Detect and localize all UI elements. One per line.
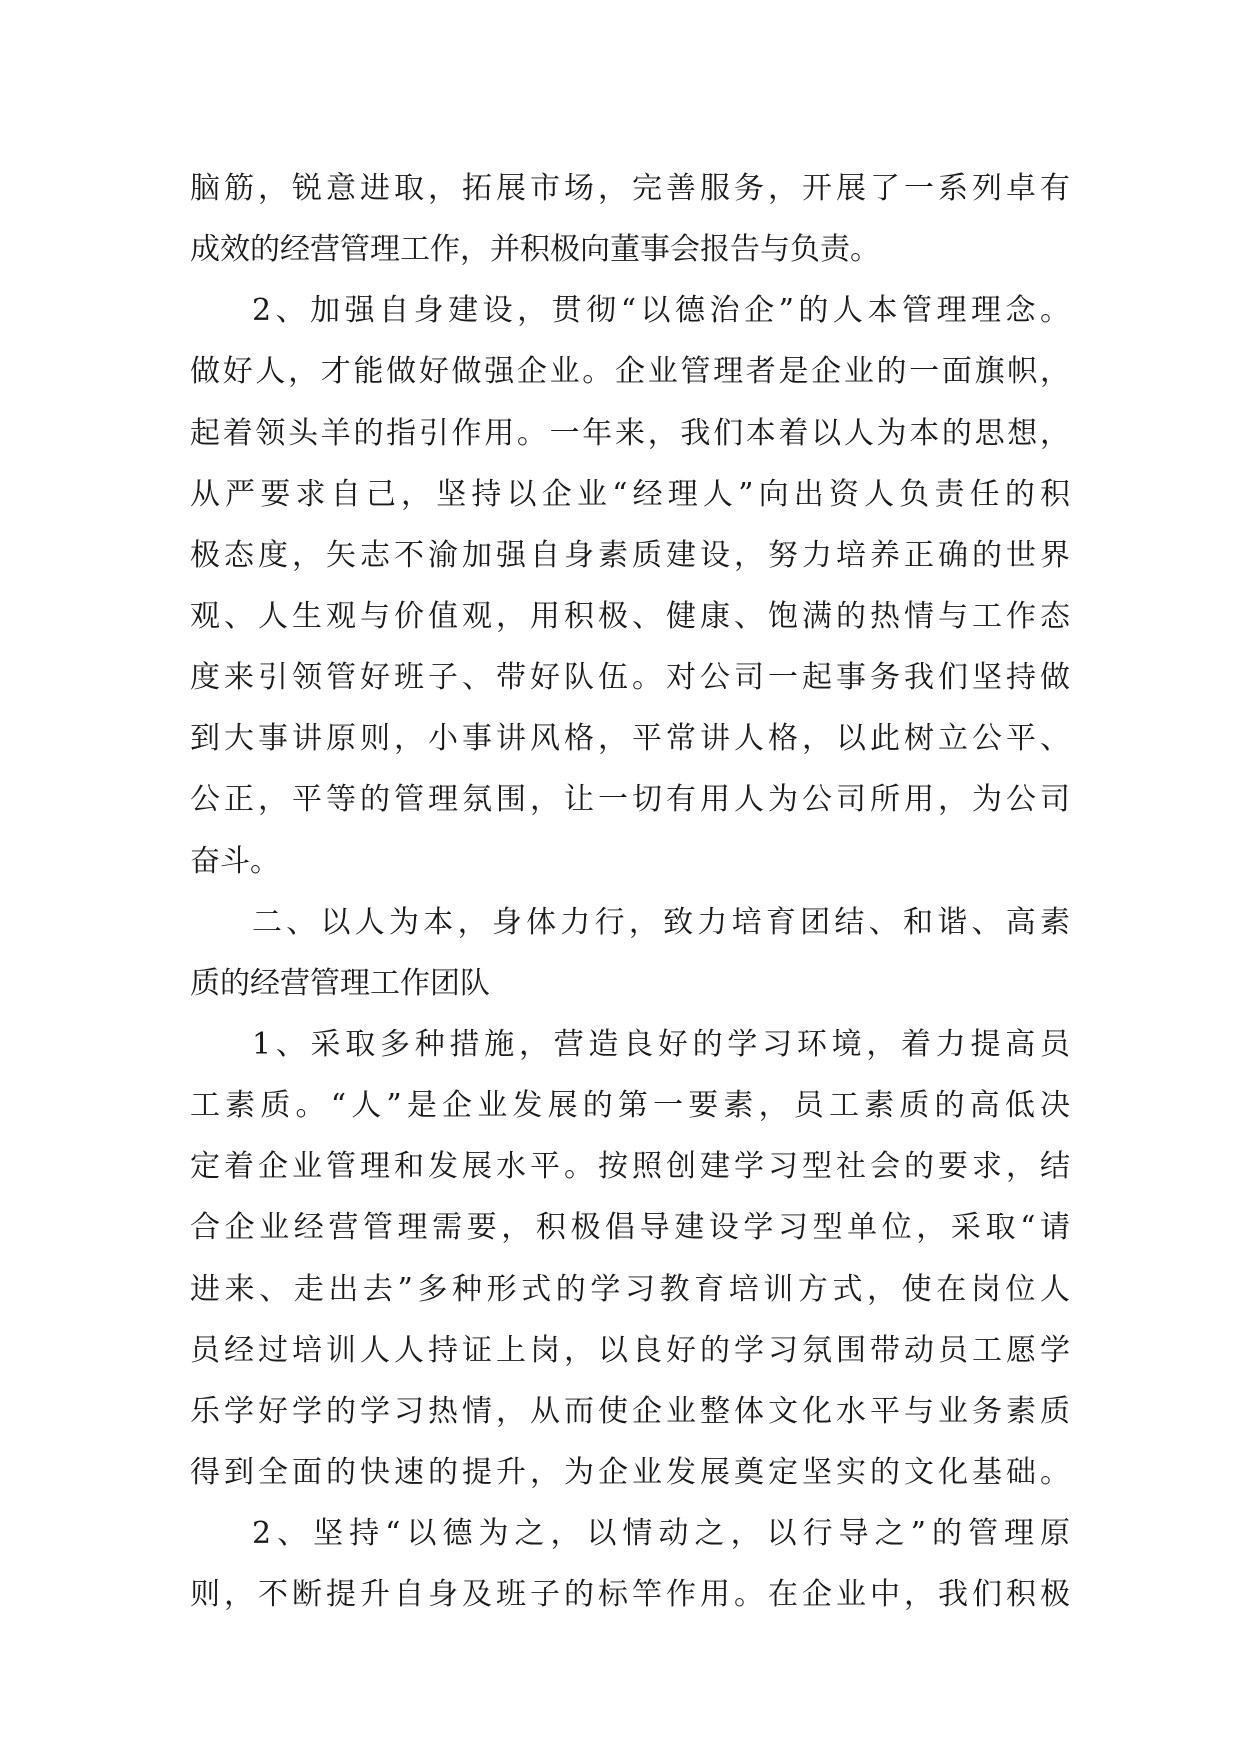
text-line: 合企业经营管理需要，积极倡导建设学习型单位，采取“请	[190, 1210, 1070, 1246]
text-line: 则，不断提升自身及班子的标竿作用。在企业中，我们积极	[190, 1577, 1070, 1613]
text-line: 起着领头羊的指引作用。一年来，我们本着以人为本的思想，	[190, 415, 1070, 451]
text-line: 到大事讲原则，小事讲风格，平常讲人格，以此树立公平、	[190, 721, 1070, 757]
text-line: 奋斗。	[190, 843, 280, 879]
document-body	[190, 158, 1070, 1625]
text-line: 从严要求自己，坚持以企业“经理人”向出资人负责任的积	[190, 476, 1070, 512]
text-line: 员经过培训人人持证上岗，以良好的学习氛围带动员工愿学	[190, 1332, 1070, 1368]
text-line: 乐学好学的学习热情，从而使企业整体文化水平与业务素质	[190, 1393, 1070, 1429]
text-line: 二、以人为本，身体力行，致力培育团结、和谐、高素	[252, 904, 1070, 940]
text-line: 进来、走出去”多种形式的学习教育培训方式，使在岗位人	[190, 1271, 1070, 1307]
text-line: 质的经营管理工作团队	[190, 965, 490, 1001]
text-line: 1、采取多种措施，营造良好的学习环境，着力提高员	[252, 1026, 1070, 1062]
text-line: 成效的经营管理工作，并积极向董事会报告与负责。	[190, 232, 880, 268]
text-line: 公正，平等的管理氛围，让一切有用人为公司所用，为公司	[190, 782, 1070, 818]
text-line: 2、加强自身建设，贯彻“以德治企”的人本管理理念。	[252, 293, 1070, 329]
text-line: 度来引领管好班子、带好队伍。对公司一起事务我们坚持做	[190, 660, 1070, 696]
text-line: 极态度，矢志不渝加强自身素质建设，努力培养正确的世界	[190, 537, 1070, 573]
text-line: 工素质。“人”是企业发展的第一要素，员工素质的高低决	[190, 1088, 1070, 1124]
text-line: 定着企业管理和发展水平。按照创建学习型社会的要求，结	[190, 1149, 1070, 1185]
text-line: 观、人生观与价值观，用积极、健康、饱满的热情与工作态	[190, 598, 1070, 634]
text-line: 得到全面的快速的提升，为企业发展奠定坚实的文化基础。	[190, 1454, 1070, 1490]
text-line: 2、坚持“以德为之，以情动之，以行导之”的管理原	[252, 1516, 1070, 1552]
text-line: 做好人，才能做好做强企业。企业管理者是企业的一面旗帜，	[190, 354, 1070, 390]
text-line: 脑筋，锐意进取，拓展市场，完善服务，开展了一系列卓有	[190, 171, 1070, 206]
